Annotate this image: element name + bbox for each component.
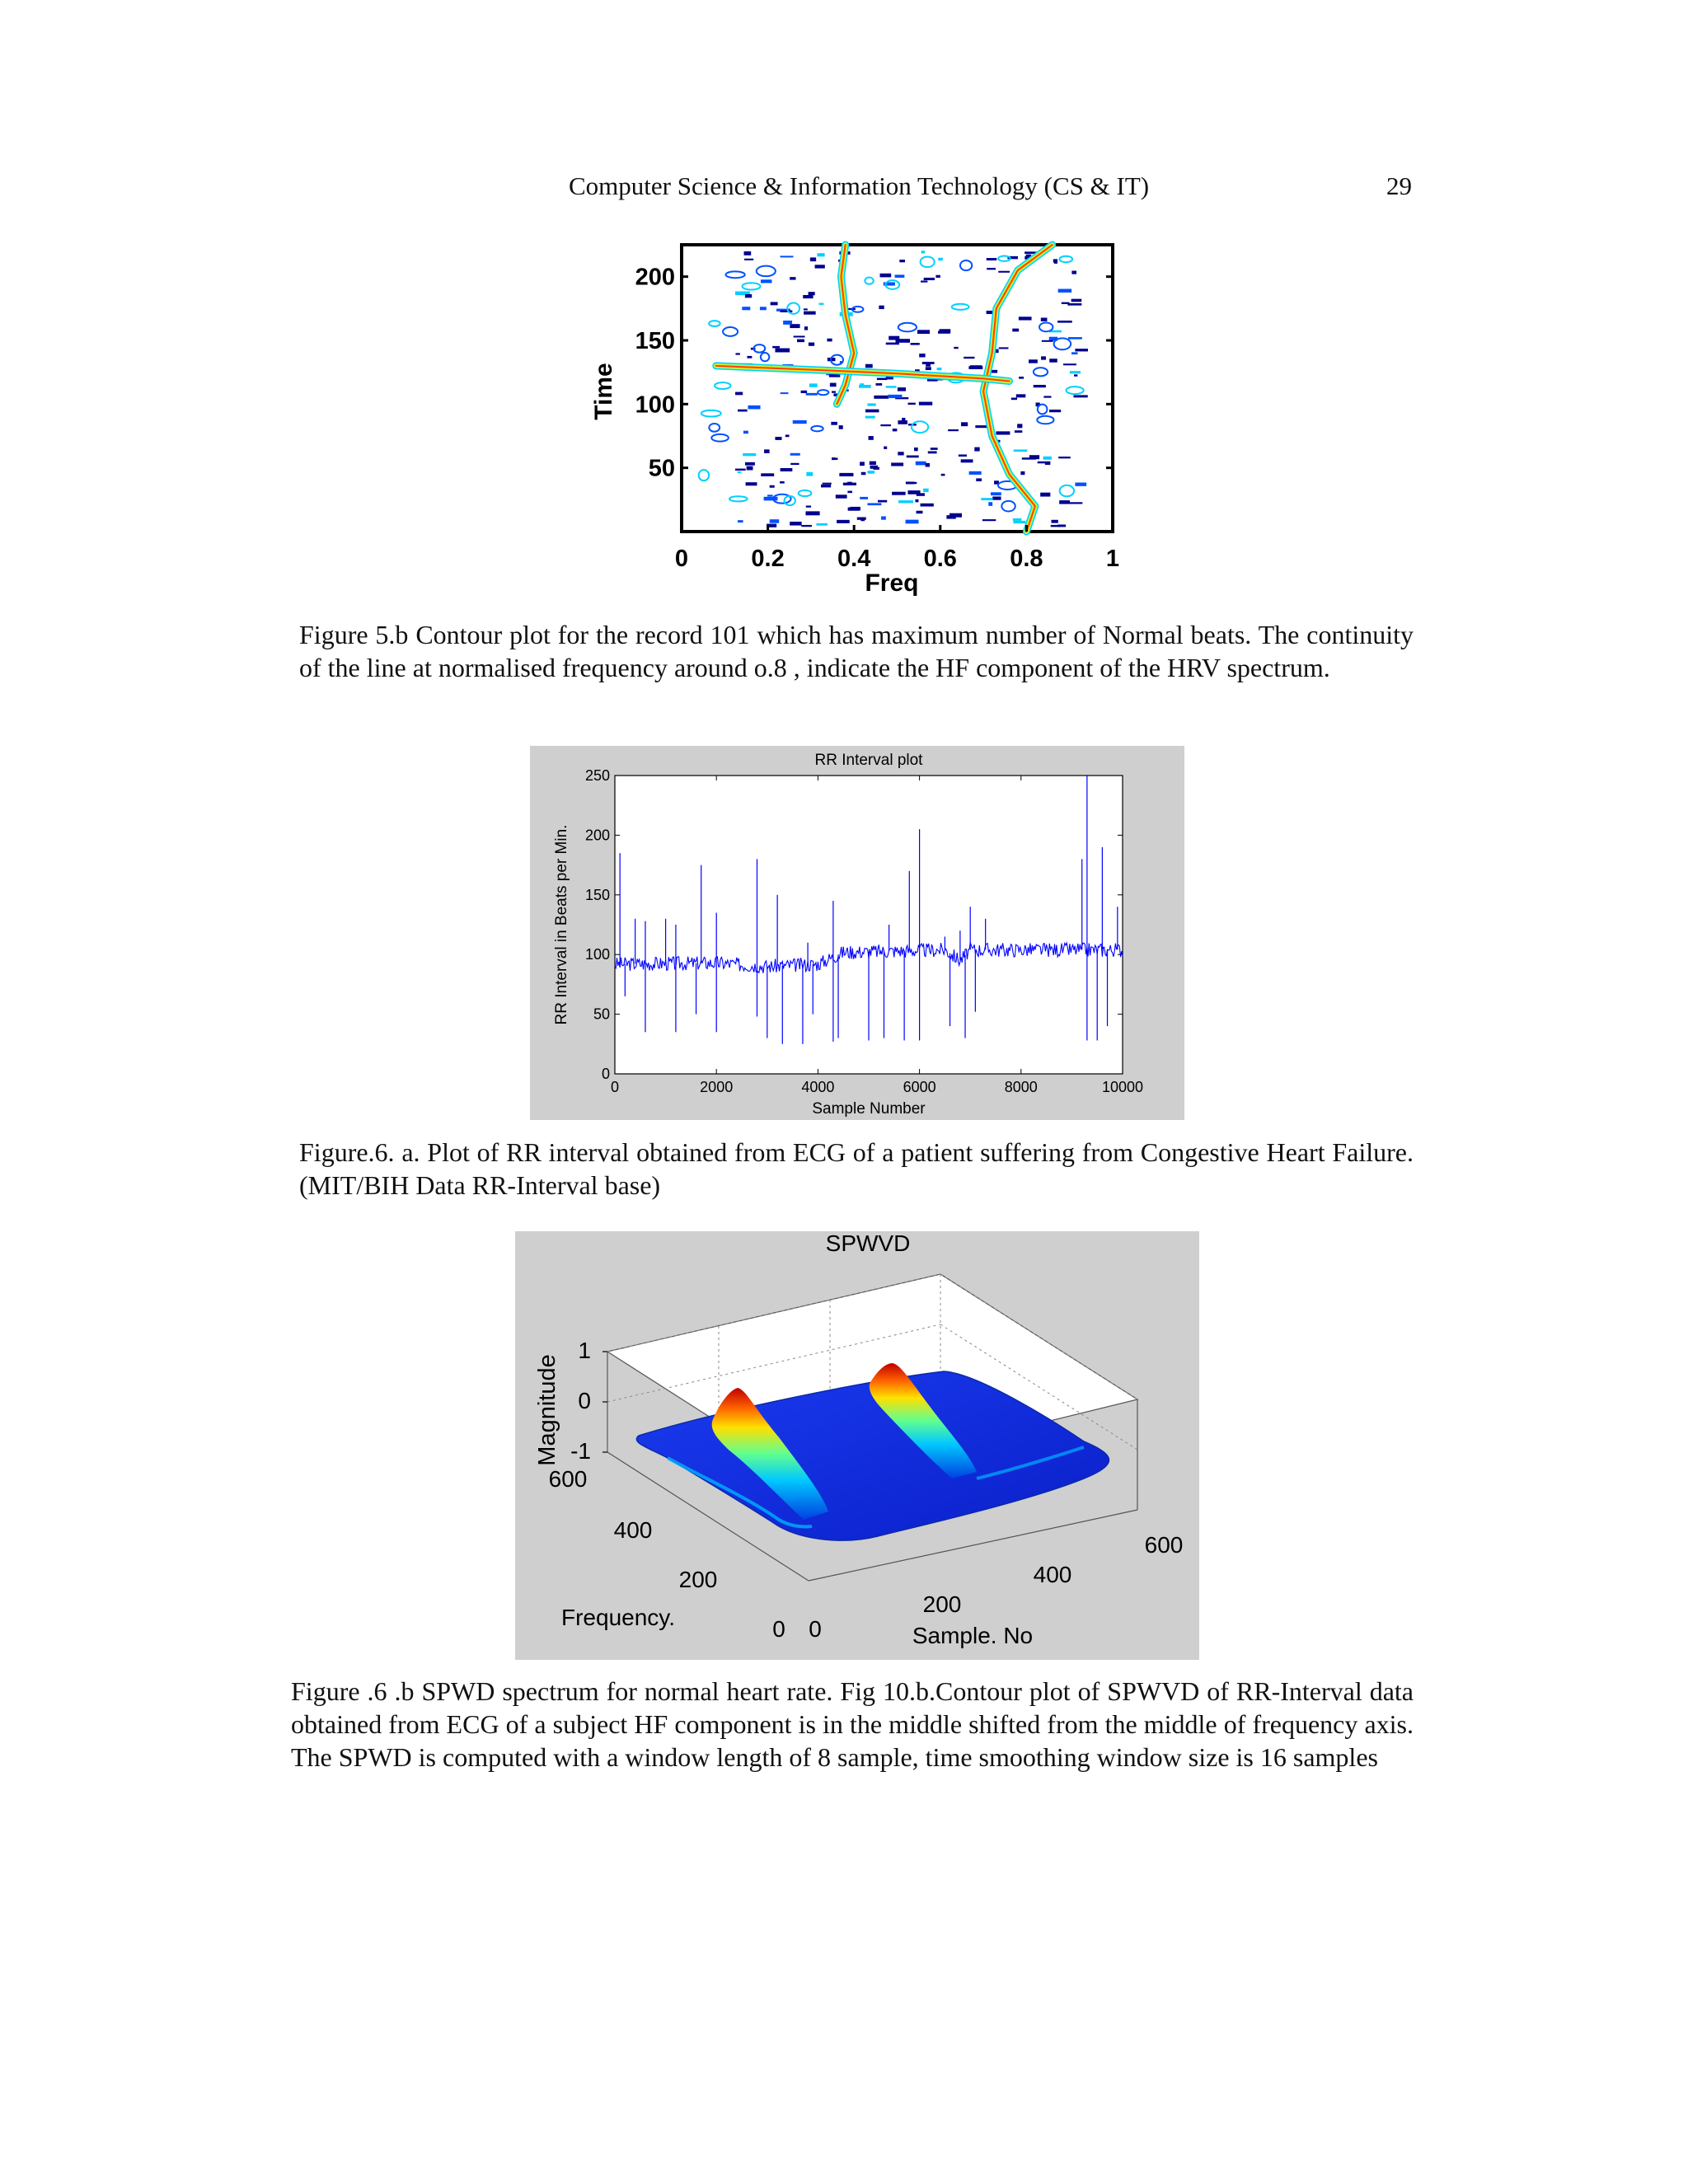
x-axis-label: Sample. No	[912, 1623, 1034, 1648]
contour-blob	[743, 431, 748, 434]
contour-blob	[1013, 518, 1022, 521]
contour-blob	[770, 485, 775, 488]
contour-blob	[790, 463, 799, 465]
contour-blob	[875, 383, 882, 386]
contour-blob	[761, 473, 774, 476]
contour-blob	[959, 454, 967, 457]
contour-blob	[919, 354, 925, 357]
contour-blob	[1053, 259, 1057, 262]
x-tick-label: 0.6	[923, 546, 957, 572]
contour-blob	[747, 356, 752, 359]
contour-blob	[888, 395, 902, 398]
contour-blob	[999, 347, 1009, 349]
contour-blob	[1020, 471, 1025, 475]
x-tick-label: 8000	[1004, 1079, 1038, 1095]
z-tick-label: 1	[578, 1338, 591, 1363]
contour-blob	[937, 368, 942, 370]
contour-blob	[1068, 337, 1082, 340]
contour-blob	[743, 453, 756, 456]
contour-blob	[809, 383, 818, 387]
contour-blob	[926, 367, 931, 370]
contour-blob	[764, 497, 778, 501]
running-header	[0, 171, 1688, 208]
contour-blob	[991, 492, 1001, 495]
contour-blob	[964, 357, 974, 359]
contour-blob	[1057, 524, 1066, 527]
contour-blob	[880, 274, 892, 278]
contour-blob	[1059, 500, 1070, 504]
y-tick-label: 100	[584, 946, 610, 963]
contour-blob	[1017, 424, 1022, 428]
contour-blob	[961, 459, 973, 462]
contour-blob	[874, 396, 889, 399]
contour-blob	[865, 410, 879, 413]
contour-blob	[770, 519, 780, 523]
contour-blob	[917, 330, 930, 334]
x-axis-label: Freq	[865, 569, 919, 597]
contour-blob	[1019, 316, 1032, 320]
contour-blob	[790, 522, 801, 526]
contour-blob	[865, 364, 873, 368]
contour-blob	[869, 436, 874, 440]
contour-blob	[987, 268, 996, 269]
contour-blob	[992, 496, 1001, 499]
contour-blob	[921, 280, 927, 282]
contour-blob	[1049, 410, 1061, 412]
contour-blob	[896, 339, 910, 343]
contour-blob	[865, 416, 875, 419]
contour-blob	[818, 303, 823, 305]
contour-blob	[735, 469, 746, 471]
contour-blob	[747, 466, 753, 471]
contour-blob	[908, 403, 916, 405]
x-tick-label: 6000	[903, 1079, 936, 1095]
contour-blob	[809, 343, 814, 346]
contour-blob	[954, 347, 959, 349]
contour-blob	[801, 391, 808, 393]
contour-blob	[923, 489, 929, 492]
contour-blob	[746, 482, 757, 485]
x-tick-label: 1	[1105, 546, 1120, 572]
contour-blob	[981, 498, 992, 500]
contour-blob	[899, 260, 905, 262]
contour-blob	[1029, 359, 1038, 363]
contour-blob	[827, 339, 832, 342]
contour-blob	[892, 492, 906, 495]
contour-blob	[988, 502, 992, 506]
contour-blob	[911, 343, 920, 345]
contour-blob	[917, 511, 923, 513]
contour-blob	[781, 392, 789, 394]
contour-blob	[1041, 317, 1048, 321]
contour-blob	[781, 255, 794, 257]
contour-blob	[881, 517, 886, 520]
contour-blob	[867, 471, 874, 474]
contour-blob	[1075, 483, 1086, 486]
contour-blob	[1074, 374, 1077, 376]
contour-blob	[969, 471, 982, 475]
contour-blob	[790, 277, 795, 279]
contour-blob	[1042, 340, 1053, 342]
x-tick-label: 400	[1033, 1562, 1072, 1587]
contour-blob	[1016, 394, 1025, 397]
y-tick-label: 200	[635, 264, 675, 291]
contour-blob	[893, 429, 898, 431]
y-tick-label: 200	[678, 1567, 718, 1592]
y-axis-label: Frequency.	[561, 1605, 675, 1630]
x-tick-label: 0	[610, 1079, 620, 1095]
contour-blob	[860, 383, 864, 387]
contour-blob	[767, 494, 773, 496]
contour-blob	[790, 324, 799, 328]
contour-blob	[1071, 271, 1076, 274]
x-tick-label: 4000	[801, 1079, 835, 1095]
contour-blob	[987, 258, 997, 260]
contour-blob	[1063, 363, 1076, 365]
contour-blob	[821, 485, 831, 488]
contour-blob	[924, 278, 935, 280]
contour-blob	[738, 520, 743, 523]
contour-blob	[917, 493, 925, 496]
contour-blob	[780, 311, 792, 312]
contour-blob	[906, 520, 919, 524]
contour-blob	[1013, 521, 1025, 523]
contour-blob	[797, 340, 804, 343]
contour-blob	[771, 302, 778, 305]
contour-blob	[1026, 255, 1031, 256]
contour-blob	[1022, 457, 1036, 459]
contour-blob	[735, 353, 739, 354]
contour-blob	[760, 307, 767, 310]
contour-blob	[898, 387, 906, 391]
contour-blob	[1041, 356, 1046, 359]
contour-blob	[877, 377, 887, 380]
contour-blob	[738, 471, 742, 473]
contour-blob	[879, 306, 884, 309]
y-axis-label: Time	[590, 363, 617, 420]
contour-blob	[831, 422, 837, 425]
contour-blob	[1057, 321, 1072, 323]
figure-6b-caption: Figure .6 .b SPWD spectrum for normal heart rate. Fig 10.b.Contour plot of SPWVD of RR-Interval data obtained from ECG of a subject HF component is in the middle shifted from the middle of frequency axis. The SPWD is computed with a window length of 8 sample, time smoothing window size is 16 samples	[291, 1676, 1414, 1772]
contour-blob	[946, 515, 955, 518]
contour-blob	[860, 497, 868, 499]
contour-blob	[805, 511, 819, 515]
y-tick-label: 0	[601, 1066, 610, 1082]
contour-blob	[806, 472, 813, 476]
contour-blob	[921, 504, 934, 507]
x-tick-label: 10000	[1101, 1079, 1144, 1095]
contour-blob	[772, 346, 780, 348]
contour-blob	[817, 253, 824, 256]
x-tick-label: 600	[1144, 1532, 1184, 1558]
contour-blob	[764, 449, 770, 453]
contour-blob	[832, 391, 836, 392]
y-tick-label: 200	[584, 827, 610, 844]
contour-blob	[926, 463, 930, 467]
contour-blob	[1067, 303, 1081, 306]
contour-blob	[1071, 352, 1077, 354]
contour-blob	[914, 448, 918, 451]
contour-blob	[898, 500, 913, 503]
contour-blob	[895, 274, 905, 278]
contour-blob	[873, 467, 879, 470]
contour-blob	[775, 349, 790, 353]
contour-blob	[974, 448, 979, 452]
contour-blob	[919, 402, 932, 405]
contour-blob	[1034, 385, 1046, 387]
contour-blob	[806, 393, 818, 396]
contour-blob	[921, 251, 925, 253]
y-tick-label: 50	[593, 1005, 610, 1023]
contour-blob	[1019, 377, 1024, 379]
contour-blob	[935, 275, 940, 278]
contour-blob	[857, 518, 866, 520]
contour-blob	[1014, 449, 1028, 452]
journal-title: Computer Science & Information Technology (CS & IT)	[569, 171, 1150, 200]
contour-blob	[931, 448, 938, 450]
contour-blob	[867, 503, 881, 505]
contour-blob	[886, 386, 897, 387]
contour-blob	[1070, 502, 1083, 504]
contour-blob	[982, 519, 996, 521]
contour-blob	[860, 462, 865, 466]
contour-blob	[823, 483, 832, 485]
contour-blob	[1051, 520, 1057, 523]
x-tick-label: 0	[674, 546, 689, 572]
contour-blob	[1058, 457, 1071, 458]
page-number: 29	[1386, 171, 1412, 200]
contour-blob	[928, 451, 937, 453]
contour-blob	[830, 383, 837, 387]
contour-blob	[783, 321, 792, 325]
contour-blob	[861, 472, 866, 475]
y-tick-label: 400	[613, 1517, 653, 1543]
figure-6a-rr-interval-plot	[530, 746, 1184, 1120]
contour-blob	[781, 468, 793, 471]
contour-blob	[848, 508, 859, 511]
contour-blob	[938, 258, 942, 260]
contour-blob	[898, 452, 903, 455]
contour-blob	[880, 424, 891, 426]
contour-blob	[941, 474, 945, 476]
contour-blob	[867, 403, 875, 405]
contour-blob	[915, 499, 918, 502]
chart-title: SPWVD	[825, 1231, 911, 1256]
contour-blob	[1071, 299, 1082, 302]
x-tick-label: 0.2	[751, 546, 785, 572]
contour-blob	[839, 425, 843, 429]
contour-blob	[794, 335, 805, 337]
contour-blob	[793, 420, 807, 424]
contour-blob	[810, 257, 816, 261]
contour-blob	[745, 462, 755, 466]
contour-blob	[785, 434, 790, 437]
contour-blob	[1011, 398, 1017, 401]
y-tick-label: 150	[584, 886, 610, 903]
z-tick-label: 0	[578, 1388, 591, 1413]
contour-blob	[1012, 329, 1019, 332]
contour-blob	[1075, 349, 1088, 351]
contour-blob	[907, 456, 919, 458]
contour-blob	[745, 294, 752, 298]
contour-blob	[809, 292, 815, 295]
contour-blob	[775, 437, 781, 440]
contour-blob	[976, 478, 982, 481]
figure-5b-contour-plot	[577, 235, 1121, 606]
contour-blob	[1045, 462, 1050, 465]
figure-5b-caption: Figure 5.b Contour plot for the record 101 which has maximum number of Normal beats. The continuity of the line at normalised frequency around o.8 , indicate the HF component of the HRV spectrum.	[299, 620, 1414, 682]
y-tick-label: 100	[635, 391, 675, 419]
contour-blob	[968, 366, 982, 369]
x-tick-label: 200	[922, 1591, 962, 1617]
contour-blob	[1043, 457, 1052, 460]
contour-blob	[886, 343, 899, 345]
chart-title: RR Interval plot	[814, 752, 923, 769]
contour-blob	[870, 462, 876, 465]
contour-blob	[922, 362, 935, 364]
x-tick-label: 0.8	[1010, 546, 1043, 572]
contour-blob	[847, 491, 852, 494]
y-tick-label: 150	[635, 328, 675, 354]
contour-blob	[839, 473, 853, 476]
contour-blob	[902, 418, 905, 422]
contour-blob	[948, 429, 959, 431]
contour-blob	[744, 259, 753, 260]
contour-blob	[742, 307, 750, 310]
contour-blob	[738, 410, 748, 412]
y-tick-label: 600	[548, 1466, 588, 1492]
contour-blob	[1070, 371, 1081, 373]
z-axis-label: Magnitude	[534, 1354, 560, 1466]
y-tick-label: 250	[584, 767, 610, 784]
z-tick-label: -1	[570, 1438, 591, 1464]
contour-blob	[806, 505, 811, 507]
contour-blob	[1015, 430, 1022, 433]
contour-blob	[837, 520, 850, 523]
contour-blob	[907, 482, 917, 484]
contour-blob	[832, 457, 837, 459]
y-tick-label: 0	[772, 1616, 785, 1642]
contour-blob	[1073, 395, 1087, 397]
contour-blob	[790, 453, 800, 456]
contour-blob	[891, 462, 903, 466]
contour-blob	[916, 462, 926, 466]
x-axis-label: Sample Number	[812, 1100, 926, 1118]
contour-blob	[878, 500, 887, 503]
x-tick-label: 0	[809, 1616, 822, 1642]
contour-blob	[961, 422, 968, 426]
contour-blob	[996, 431, 1010, 434]
contour-blob	[748, 405, 760, 410]
x-tick-label: 2000	[700, 1079, 734, 1095]
y-axis-label: RR Interval in Beats per Min.	[553, 824, 570, 1025]
contour-blob	[735, 392, 743, 396]
contour-blob	[804, 312, 816, 315]
x-tick-label: 0.4	[837, 546, 871, 572]
contour-blob	[801, 525, 812, 527]
contour-blob	[1058, 289, 1071, 293]
contour-blob	[1040, 493, 1050, 497]
contour-blob	[938, 330, 950, 333]
contour-blob	[1043, 396, 1051, 397]
contour-blob	[815, 265, 825, 268]
contour-blob	[761, 279, 772, 283]
contour-blob	[998, 271, 1010, 273]
contour-blob	[803, 295, 813, 298]
figure-6a-caption: Figure.6. a. Plot of RR interval obtained from ECG of a patient suffering from Congestive Heart Failure. (MIT/BIH Data RR-Interval base)	[299, 1137, 1414, 1200]
figure-6b-spwvd-surface	[515, 1231, 1199, 1660]
contour-blob	[836, 494, 847, 498]
contour-blob	[780, 481, 785, 484]
contour-blob	[804, 326, 808, 330]
contour-blob	[843, 483, 856, 485]
contour-blob	[1049, 359, 1057, 362]
contour-blob	[884, 447, 887, 449]
y-tick-label: 50	[648, 455, 675, 482]
contour-blob	[816, 523, 828, 526]
contour-blob	[744, 251, 752, 255]
contour-blob	[926, 364, 931, 367]
contour-blob	[804, 308, 808, 310]
